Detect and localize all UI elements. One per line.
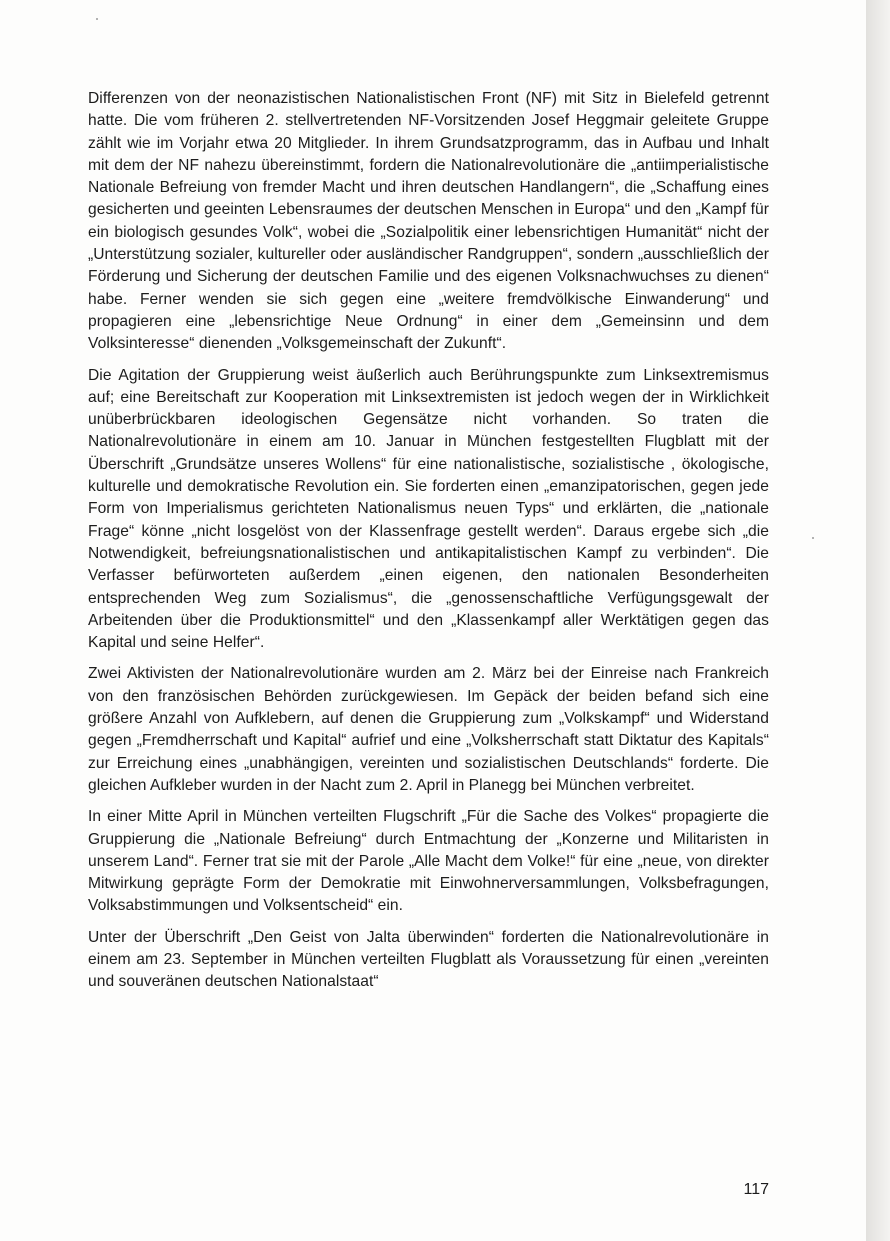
paragraph-5: Unter der Überschrift „Den Geist von Jalta überwinden“ forderten die Nationalrevolutionäre in einem am 23. September in München verteilten Flugblatt als Voraussetzung für einen „vereinten und souveränen deutschen Nationalstaat“: [88, 928, 769, 991]
paragraph-1: Differenzen von der neonazistischen Nationalistischen Front (NF) mit Sitz in Bielefeld getrennt hatte. Die vom früheren 2. stellvertretenden NF-Vorsitzenden Josef Heggmair geleitete Gruppe zählt wie im Vorjahr etwa 20 Mitglieder. In ihrem Grundsatzprogramm, das in Aufbau und Inhalt mit dem der NF nahezu übereinstimmt, fordern die Nationalrevolutionäre die „antiimperialistische Nationale Befreiung von fremder Macht und ihren deutschen Handlangern“, die „Schaffung eines gesicherten und geeinten Lebensraumes der deutschen Menschen in Europa“ und den „Kampf für ein biologisch gesundes Volk“, wobei die „Sozialpolitik einer lebensrichtigen Humanität“ nicht der „Unterstützung sozialer, kultureller oder ausländischer Randgruppen“, sondern „ausschließlich der Förderung und Sicherung der deutschen Familie und des eigenen Volksnachwuchses zu dienen“ habe. Ferner wenden sie sich gegen eine „weitere fremdvölkische Einwanderung“ und propagieren eine „lebensrichtige Neue Ordnung“ in einer dem „Gemeinsinn und dem Volksinteresse“ dienenden „Volksgemeinschaft der Zukunft“.: [88, 90, 769, 353]
paragraph-2: Die Agitation der Gruppierung weist äußerlich auch Berührungspunkte zum Linksextremismus auf; eine Bereitschaft zur Kooperation mit Linksextremisten ist jedoch wegen der in Wirklichkeit unüberbrückbaren ideologischen Gegensätze nicht vorhanden. So traten die Nationalrevolutionäre in einem am 10. Januar in München festgestellten Flugblatt mit der Überschrift „Grundsätze unseres Wollens“ für eine nationalistische, sozialistische , ökologische, kulturelle und demokratische Revolution ein. Sie forderten einen „emanzipatorischen, gegen jede Form von Imperialismus gerichteten Nationalismus neuen Typs“ und erklärten, die „nationale Frage“ könne „nicht losgelöst von der Klassenfrage gestellt werden“. Daraus ergebe sich „die Notwendigkeit, befreiungsnationalistischen und antikapitalistischen Kampf zu verbinden“. Die Verfasser befürworteten außerdem „einen eigenen, den nationalen Besonderheiten entsprechenden Weg zum Sozialismus“, die „genossenschaftliche Verfügungsgewalt der Arbeitenden über die Produktionsmittel“ und den „Klassenkampf aller Werktätigen gegen das Kapital und seine Helfer“.: [88, 366, 769, 652]
scan-speck: [812, 537, 814, 539]
body-text: [88, 88, 769, 1003]
scan-speck: [96, 18, 98, 20]
page-edge-shadow: [866, 0, 890, 1241]
paragraph-4: In einer Mitte April in München verteilten Flugschrift „Für die Sache des Volkes“ propagierte die Gruppierung die „Nationale Befreiung“ durch Entmachtung der „Konzerne und Militaristen in unserem Land“. Ferner trat sie mit der Parole „Alle Macht dem Volke!“ für eine „neue, von direkter Mitwirkung geprägte Form der Demokratie mit Einwohnerversammlungen, Volksbefragungen, Volksabstimmungen und Volksentscheid“ ein.: [88, 808, 769, 915]
paragraph-3: Zwei Aktivisten der Nationalrevolutionäre wurden am 2. März bei der Einreise nach Frankreich von den französischen Behörden zurückgewiesen. Im Gepäck der beiden befand sich eine größere Anzahl von Aufklebern, auf denen die Gruppierung zum „Volkskampf“ und Widerstand gegen „Fremdherrschaft und Kapital“ aufrief und eine „Volksherrschaft statt Diktatur des Kapitals“ zur Erreichung eines „unabhängigen, vereinten und sozialistischen Deutschlands“ forderte. Die gleichen Aufkleber wurden in der Nacht zum 2. April in Planegg bei München verbreitet.: [88, 665, 769, 794]
page-number: 117: [743, 1181, 769, 1198]
